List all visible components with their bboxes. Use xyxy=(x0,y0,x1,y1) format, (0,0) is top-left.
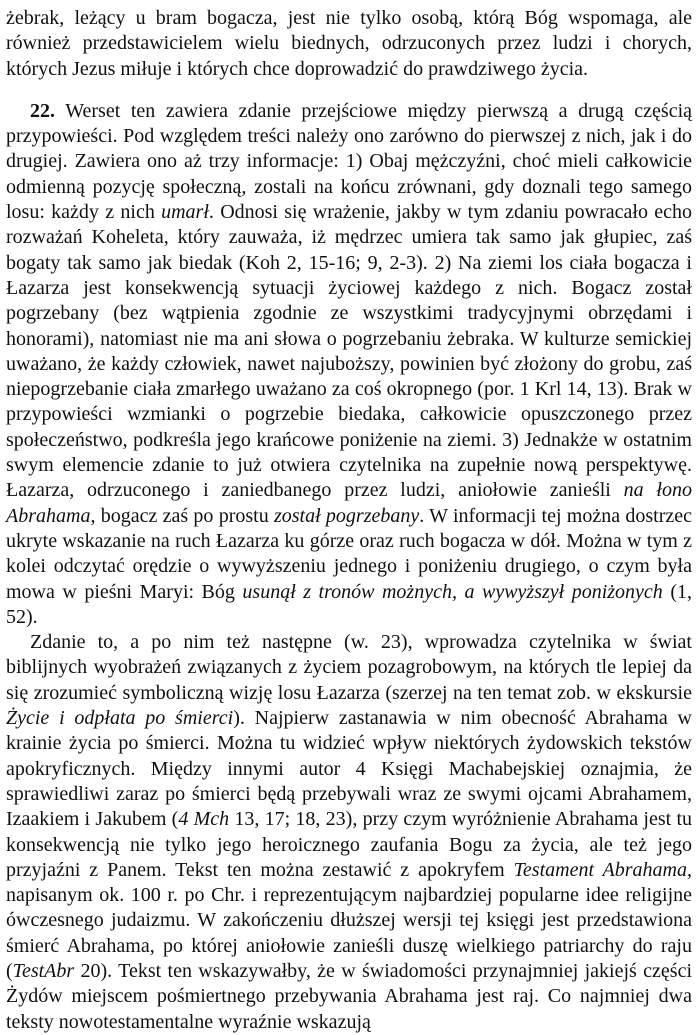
text-run: Zdanie to, a po nim też następne (w. 23), wprowadza czytelnika w świat biblijnych wyobrażeń związanych z życiem pozagrobowym, na których tle lepiej da się zrozumieć symboliczną wizję losu Łazarza (szerzej na ten temat zob. w ekskursie xyxy=(6,631,692,704)
text-run: 13, 17; 18, 23), przy czym wyróżnienie Abrahama jest tu konsekwencją nie tylko jego heroicznego zaufania Bogu za życia, ale też jego przyjaźni z Panem. Tekst ten można zestawić z apokryfem xyxy=(6,808,692,881)
paragraph-verse-22 xyxy=(6,99,692,630)
text-run: . W informacji tej można dostrzec ukryte wskazanie na ruch Łazarza ku górze oraz ruch bogacza w dół. Można w tym z kolei odczytać orędzie o wywyższeniu jednego i poniżeniu drugiego, o czym była mowa w pieśni Maryi: Bóg xyxy=(6,504,693,603)
text-run: . Odnosi się wrażenie, jakby w tym zdaniu powracało echo rozważań Koheleta, który zauważa, iż mędrzec umiera tak samo jak głupiec, zaś bogaty tak samo jak biedak (Koh 2, 15-16; 9, 2-3). 2) Na ziemi los ciała bogacza i Łazarza jest konsekwencją sytuacji życiowej każdego z nich. Bogacz został pogrzebany (bez wątpienia zgodnie ze wszystkimi tradycyjnymi obrzędami i honorami), natomiast nie ma ani słowa o pogrzebaniu żebraka. W kulturze semickiej uważano, że każdy człowiek, nawet najuboższy, powinien być złożony do grobu, zaś niepogrzebanie ciała zmarłego uważano za coś okropnego (por. 1 Krl 14, 13). Brak w przypowieści wzmianki o pogrzebie biedaka, całkowicie opuszczonego przez społeczeństwo, podkreśla jego krańcowe poniżenie na ziemi. 3) Jednakże w ostatnim swym elemencie zdanie to już otwiera czytelnika na zupełnie nową perspektywę. Łazarza, odrzuconego i zaniedbanego przez ludzi, aniołowie zanieśli xyxy=(6,201,692,502)
text-run: 20). Tekst ten wskazywałby, że w świadomości przynajmniej jakiejś części Żydów miejscem pośmiertnego przebywania Abrahama jest raj. Co najmniej dwa teksty nowotestamentalne wyraźnie wskazują xyxy=(6,959,692,1033)
verse-number: 22. xyxy=(30,99,55,122)
italic-quote: usunął z tronów możnych, a wywyższył poniżonych xyxy=(242,580,663,603)
italic-reference: TestAbr xyxy=(12,959,75,982)
italic-quote: umarł xyxy=(161,201,209,224)
italic-quote: na łono Abrahama xyxy=(6,479,692,527)
text-run: , napisanym ok. 100 r. po Chr. i reprezentującym najbardziej popularne idee religijne ówczesnego judaizmu. W zakończeniu dłuższej wersji tej księgi jest przedstawiona śmierć Abrahama, po której aniołowie zanieśli duszę wielkiego patriarchy do raju ( xyxy=(6,858,692,982)
text-run: (1, 52). xyxy=(6,580,692,628)
italic-title: Życie i odpłata po śmierci xyxy=(6,707,234,730)
paragraph-text: żebrak, leżący u bram bogacza, jest nie tylko osobą, którą Bóg wspomaga, ale również przedstawicielem wielu biednych, odrzuconych przez ludzi i chorych, których Jezus miłuje i których chce doprowadzić do prawdziwego życia. xyxy=(6,7,692,80)
text-run: , bogacz zaś po prostu xyxy=(90,504,274,527)
paragraph-gap xyxy=(6,82,692,99)
text-run: ). Najpierw zastanawia w nim obecność Abrahama w krainie życia po śmierci. Można tu widzieć wpływ niektórych żydowskich tekstów apokryficznych. Między innymi autor 4 Księgi Machabejskiej oznajmia, że sprawiedliwi zaraz po śmierci będą przebywali wraz ze swymi ojcami Abrahamem, Izaakiem i Jakubem ( xyxy=(6,707,692,831)
text-run: Werset ten zawiera zdanie przejściowe między pierwszą a drugą częścią przypowieści. Pod względem treści należy ono zarówno do pierwszej z nich, jak i do drugiej. Zawiera ono aż trzy informacje: 1) Obaj mężczyźni, choć mieli całkowicie odmienną pozycję społeczną, zostali na końcu zrównani, gdy doznali tego samego losu: każdy z nich xyxy=(6,99,692,224)
italic-quote: został pogrzebany xyxy=(273,504,420,527)
paragraph-afterlife xyxy=(6,630,692,1035)
italic-reference: 4 Mch xyxy=(178,808,230,831)
italic-title: Testament Abrahama xyxy=(513,858,687,881)
paragraph-continuation xyxy=(6,6,692,82)
